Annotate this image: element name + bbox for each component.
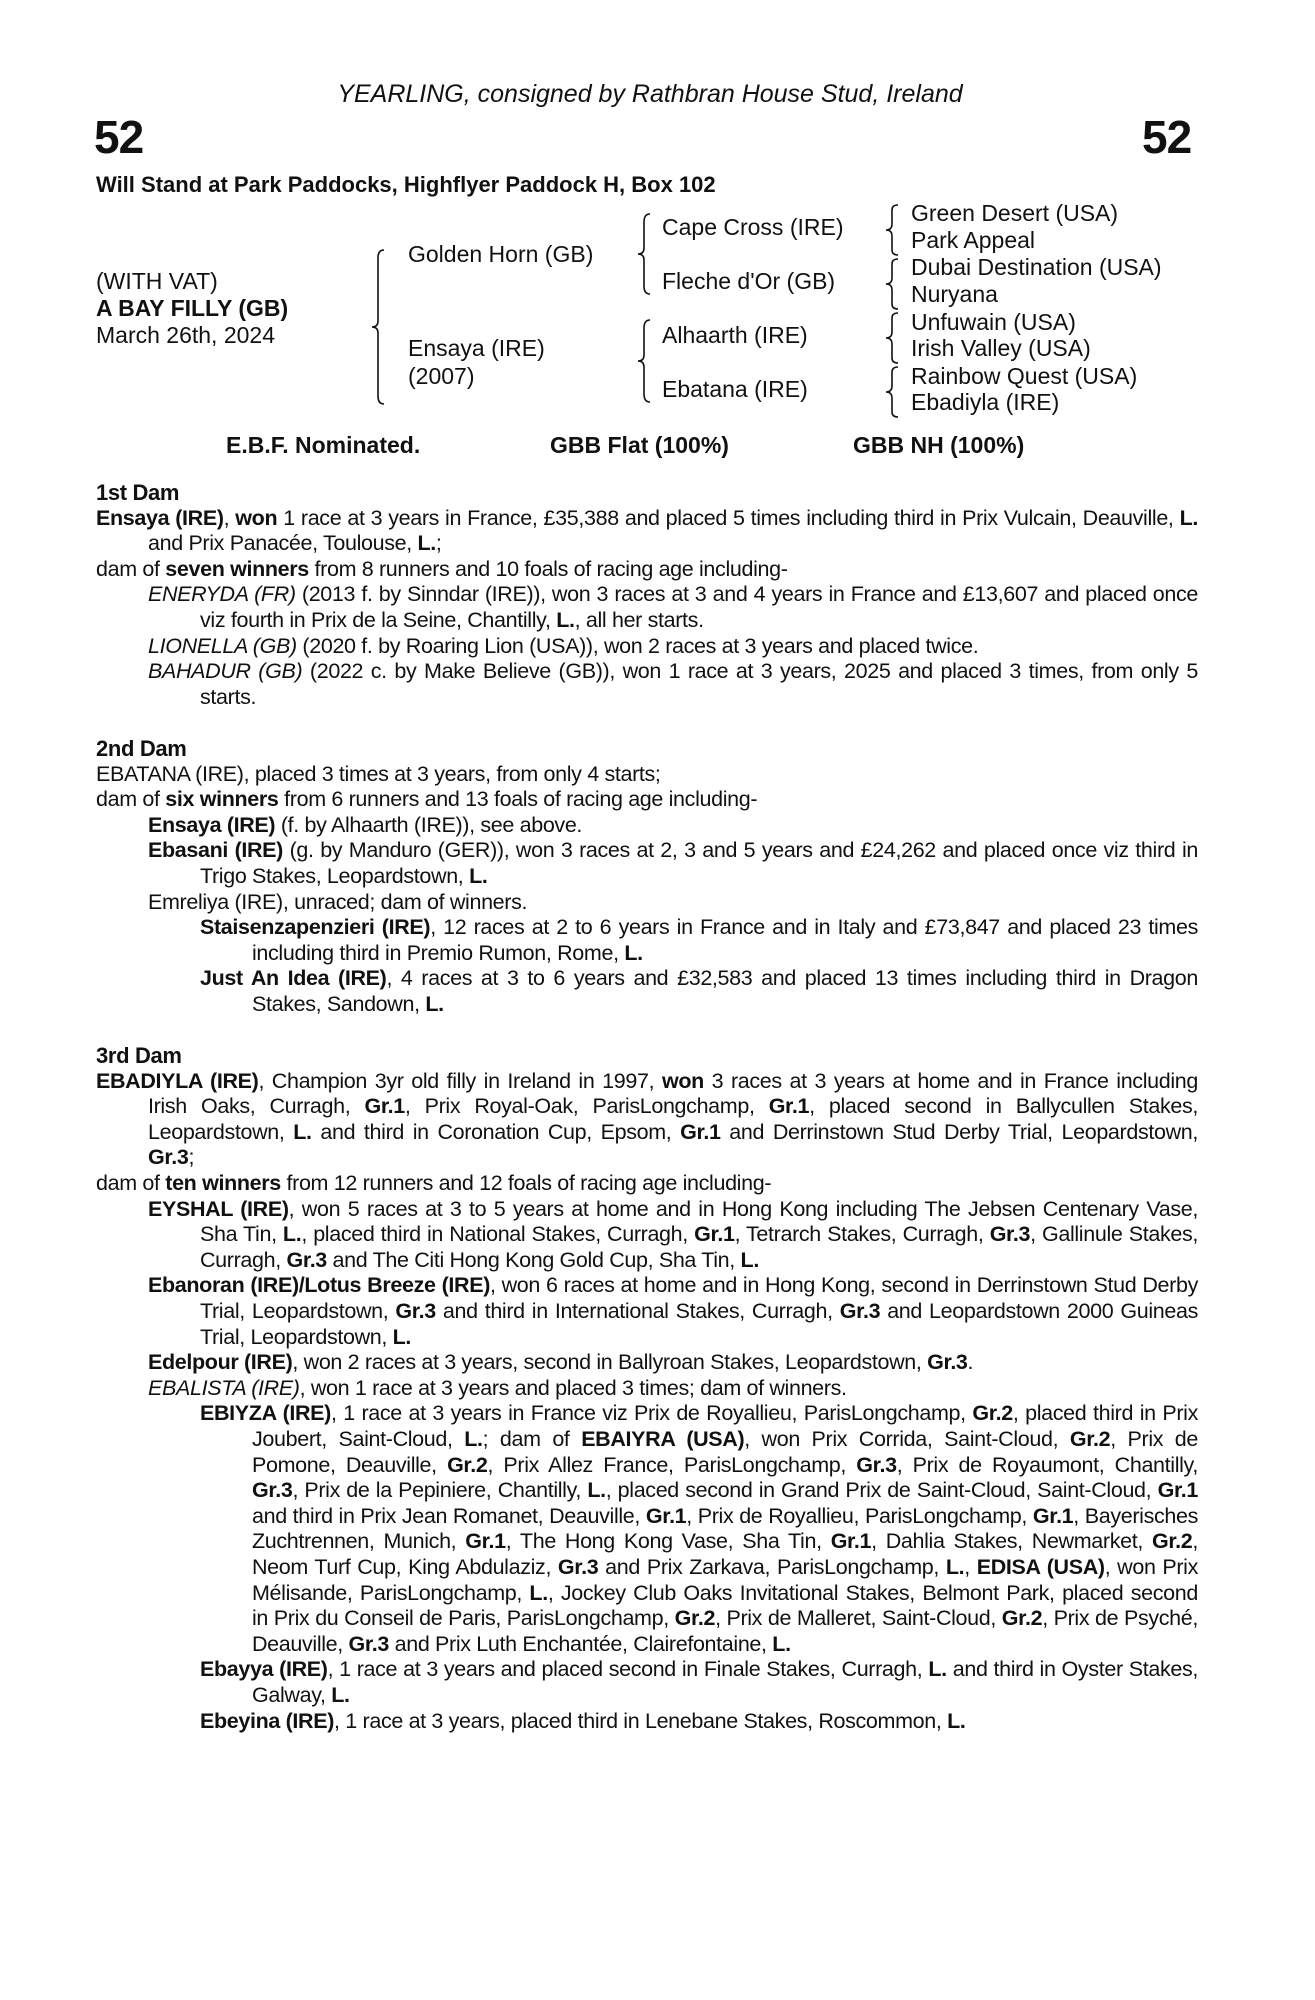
text: , won 1 race at 3 years and placed 3 times; dam of winners. bbox=[299, 1375, 847, 1400]
foaling-date: March 26th, 2024 bbox=[96, 322, 276, 348]
bold-text: ten winners bbox=[165, 1171, 281, 1196]
bold-text: Gr.1 bbox=[830, 1529, 872, 1554]
text: , placed second in Ballycullen Stakes, Leopardstown, bbox=[148, 1094, 1198, 1144]
bold-text: L. bbox=[417, 531, 436, 556]
bold-text: won bbox=[235, 505, 278, 530]
sire-sire: Cape Cross (IRE) bbox=[662, 214, 844, 240]
dam: Ensaya (IRE) bbox=[408, 335, 545, 361]
pedigree-entry bbox=[96, 1069, 1198, 1171]
text: ; bbox=[188, 1145, 195, 1170]
text: and Derrinstown Stud Derby Trial, Leopardstown, bbox=[720, 1119, 1198, 1144]
text: , Jockey Club Oaks Invitational Stakes, Belmont Park, placed second in Prix du Conseil de Paris, ParisLongchamp, bbox=[252, 1580, 1198, 1631]
brace-icon bbox=[638, 320, 650, 402]
dam-dam: Ebatana (IRE) bbox=[662, 376, 808, 402]
text: , won 6 races at home and in Hong Kong, second in Derrinstown Stud Derby Trial, Leopardstown, bbox=[200, 1273, 1198, 1323]
sire: Golden Horn (GB) bbox=[408, 241, 594, 267]
bold-text: L. bbox=[392, 1324, 412, 1349]
pedigree-entry bbox=[96, 1171, 1198, 1197]
ebf-nomination: E.B.F. Nominated. bbox=[226, 432, 421, 458]
text: , Prix Royal-Oak, ParisLongchamp, bbox=[404, 1094, 769, 1119]
text: and Prix Luth Enchantée, Clairefontaine, bbox=[388, 1631, 773, 1656]
text: (f. by Alhaarth (IRE)), see above. bbox=[275, 812, 583, 837]
bold-text: Gr.3 bbox=[856, 1452, 897, 1477]
bold-text: L. bbox=[740, 1247, 759, 1272]
pedigree-entry bbox=[96, 915, 1198, 966]
bold-text: L. bbox=[282, 1222, 302, 1247]
text: , Dahlia Stakes, Newmarket, bbox=[871, 1529, 1152, 1554]
text: and Prix Zarkava, ParisLongchamp, bbox=[598, 1554, 946, 1579]
vat-note: (WITH VAT) bbox=[96, 268, 218, 294]
section-heading: 2nd Dam bbox=[96, 735, 187, 761]
text: and third in Oyster Stakes, Galway, bbox=[252, 1657, 1198, 1707]
brace-icon bbox=[372, 250, 384, 404]
text: , Champion 3yr old filly in Ireland in 1997, bbox=[258, 1068, 662, 1093]
gen3-ancestor: Green Desert (USA) bbox=[911, 200, 1119, 226]
bold-text: Ensaya (IRE) bbox=[148, 812, 276, 837]
bold-text: Ebasani (IRE) bbox=[148, 838, 283, 863]
dam-year: (2007) bbox=[408, 363, 475, 389]
text: , placed second in Grand Prix de Saint-Cloud, Saint-Cloud, bbox=[605, 1478, 1158, 1503]
gen3-ancestor: Dubai Destination (USA) bbox=[911, 254, 1162, 280]
bold-text: Gr.1 bbox=[1157, 1478, 1199, 1503]
lot-number-right: 52 bbox=[1142, 111, 1192, 163]
gen3-ancestor: Park Appeal bbox=[911, 227, 1036, 253]
lot-number-left: 52 bbox=[94, 111, 144, 163]
pedigree-entry bbox=[96, 1197, 1198, 1274]
bold-text: Ensaya (IRE) bbox=[96, 505, 224, 530]
catalogue-body bbox=[96, 480, 1198, 1760]
gen3-ancestor: Unfuwain (USA) bbox=[911, 309, 1076, 335]
text: , 4 races at 3 to 6 years and £32,583 and placed 13 times including third in Dragon Stakes, Sandown, bbox=[252, 966, 1198, 1016]
gbb-flat: GBB Flat (100%) bbox=[550, 432, 729, 458]
bold-text: L. bbox=[624, 940, 643, 965]
text: 1 race at 3 years in France, £35,388 and placed 5 times including third in Prix Vulcain, Deauville, bbox=[277, 505, 1180, 530]
text: , won Prix Mélisande, ParisLongchamp, bbox=[252, 1554, 1199, 1605]
text: dam of bbox=[96, 1171, 166, 1196]
bold-text: Gr.3 bbox=[557, 1554, 599, 1579]
bold-text: Gr.1 bbox=[1032, 1503, 1074, 1528]
text: , Prix de Pomone, Deauville, bbox=[252, 1426, 1198, 1477]
horse-name: A BAY FILLY (GB) bbox=[96, 295, 289, 321]
bold-text: Gr.1 bbox=[680, 1119, 721, 1144]
gen3-ancestor: Rainbow Quest (USA) bbox=[911, 363, 1138, 389]
text: , placed third in National Stakes, Curragh, bbox=[301, 1222, 695, 1247]
text: , Prix Allez France, ParisLongchamp, bbox=[487, 1452, 857, 1477]
bold-text: Ebanoran (IRE)/Lotus Breeze (IRE) bbox=[148, 1273, 490, 1298]
bold-text: L. bbox=[772, 1631, 791, 1656]
text: , 1 race at 3 years, placed third in Lenebane Stakes, Roscommon, bbox=[334, 1708, 948, 1733]
pedigree-entry bbox=[96, 787, 1198, 813]
bold-text: EYSHAL (IRE) bbox=[148, 1196, 289, 1221]
bold-text: six winners bbox=[165, 787, 279, 812]
bold-text: Gr.3 bbox=[148, 1145, 189, 1170]
bold-text: Gr.3 bbox=[395, 1299, 436, 1323]
bold-text: Edelpour (IRE) bbox=[148, 1350, 293, 1375]
bold-text: L. bbox=[928, 1657, 947, 1682]
bold-text: L. bbox=[529, 1580, 548, 1605]
pedigree-entry bbox=[96, 813, 1198, 839]
dam-section bbox=[96, 1043, 1198, 1734]
bold-text: L. bbox=[469, 863, 488, 888]
text: . bbox=[967, 1350, 974, 1375]
pedigree-entry bbox=[96, 659, 1198, 710]
pedigree-entry bbox=[96, 557, 1198, 583]
pedigree-entry bbox=[96, 1709, 1198, 1735]
text: 3 races at 3 years at home and in France including Irish Oaks, Curragh, bbox=[148, 1068, 1198, 1119]
text: , bbox=[964, 1554, 977, 1579]
section-heading: 3rd Dam bbox=[96, 1043, 182, 1069]
bold-text: Just An Idea (IRE) bbox=[200, 966, 387, 991]
brace-icon bbox=[638, 214, 650, 294]
text: (2013 f. by Sinndar (IRE)), won 3 races at 3 and 4 years in France and £13,607 and placed once viz fourth in Prix de la Seine, Chantilly, bbox=[200, 582, 1198, 632]
bold-text: Gr.2 bbox=[1069, 1426, 1111, 1451]
bold-text: won bbox=[661, 1068, 704, 1093]
pedigree-entry bbox=[96, 1376, 1198, 1402]
bold-text: Gr.3 bbox=[348, 1631, 389, 1656]
bold-text: EBADIYLA (IRE) bbox=[96, 1068, 259, 1093]
gbb-nh: GBB NH (100%) bbox=[853, 432, 1025, 458]
text: , Prix de Royallieu, ParisLongchamp, bbox=[686, 1503, 1033, 1528]
italic-text: EBALISTA (IRE) bbox=[148, 1375, 300, 1400]
text: , won 5 races at 3 to 5 years at home and in Hong Kong including The Jebsen Centenary Vase, Sha Tin, bbox=[200, 1196, 1198, 1247]
text: , Prix de Malleret, Saint-Cloud, bbox=[715, 1606, 1002, 1631]
bold-text: L. bbox=[1179, 505, 1198, 530]
text: and Leopardstown 2000 Guineas Trial, Leopardstown, bbox=[200, 1299, 1198, 1349]
pedigree-entry bbox=[96, 838, 1198, 889]
text: from 8 runners and 10 foals of racing age including- bbox=[308, 556, 788, 581]
bold-text: EBIYZA (IRE) bbox=[200, 1401, 331, 1426]
text: , 1 race at 3 years and placed second in Finale Stakes, Curragh, bbox=[327, 1657, 929, 1682]
bold-text: Gr.1 bbox=[364, 1094, 405, 1119]
pedigree-entry bbox=[96, 890, 1198, 916]
bold-text: Gr.2 bbox=[1001, 1606, 1043, 1631]
text: from 6 runners and 13 foals of racing age including- bbox=[278, 787, 758, 812]
bold-text: Gr.3 bbox=[989, 1222, 1031, 1247]
text: and The Citi Hong Kong Gold Cup, Sha Tin, bbox=[326, 1247, 741, 1272]
text: , Neom Turf Cup, King Abdulaziz, bbox=[252, 1529, 1199, 1579]
pedigree-entry bbox=[96, 582, 1198, 633]
bold-text: L. bbox=[587, 1478, 606, 1503]
text: , Prix de la Pepiniere, Chantilly, bbox=[292, 1478, 588, 1503]
gen3-ancestor: Nuryana bbox=[911, 281, 998, 307]
text: (2020 f. by Roaring Lion (USA)), won 2 races at 3 years and placed twice. bbox=[296, 633, 979, 658]
text: from 12 runners and 12 foals of racing age including- bbox=[280, 1171, 772, 1196]
brace-icon bbox=[886, 313, 898, 363]
bold-text: Gr.2 bbox=[674, 1606, 716, 1631]
bold-text: L. bbox=[331, 1682, 350, 1707]
text: and Prix Panacée, Toulouse, bbox=[148, 531, 418, 556]
bold-text: Gr.3 bbox=[286, 1247, 327, 1272]
bold-text: EBAIYRA (USA) bbox=[581, 1426, 745, 1451]
bold-text: L. bbox=[556, 607, 575, 632]
text: , Prix de Royaumont, Chantilly, bbox=[896, 1452, 1198, 1477]
text: dam of bbox=[96, 787, 166, 812]
dam-sire: Alhaarth (IRE) bbox=[662, 322, 808, 348]
text: , Prix de Psyché, Deauville, bbox=[252, 1606, 1198, 1656]
italic-text: ENERYDA (FR) bbox=[148, 582, 296, 607]
text: , won Prix Corrida, Saint-Cloud, bbox=[744, 1426, 1070, 1451]
italic-text: BAHADUR (GB) bbox=[148, 659, 303, 684]
text: EBATANA (IRE), placed 3 times at 3 years, from only 4 starts; bbox=[96, 761, 661, 786]
text: , bbox=[223, 505, 236, 530]
bold-text: L. bbox=[464, 1426, 483, 1451]
bold-text: Gr.1 bbox=[768, 1094, 810, 1119]
pedigree-entry bbox=[96, 966, 1198, 1017]
bold-text: Gr.1 bbox=[645, 1503, 687, 1528]
sire-dam: Fleche d'Or (GB) bbox=[662, 268, 836, 294]
gen3-ancestor: Irish Valley (USA) bbox=[911, 335, 1091, 361]
dam-section bbox=[96, 480, 1198, 710]
brace-icon bbox=[886, 367, 898, 417]
text: , won 2 races at 3 years, second in Ballyroan Stakes, Leopardstown, bbox=[292, 1350, 928, 1375]
bold-text: L. bbox=[947, 1708, 966, 1733]
bold-text: Gr.3 bbox=[252, 1478, 293, 1503]
pedigree-entry bbox=[96, 1273, 1198, 1350]
bold-text: Gr.3 bbox=[927, 1350, 968, 1375]
bold-text: Staisenzapenzieri (IRE) bbox=[200, 915, 431, 940]
text: ; dam of bbox=[482, 1426, 582, 1451]
text: and third in Prix Jean Romanet, Deauville, bbox=[252, 1503, 646, 1528]
bold-text: seven winners bbox=[165, 556, 309, 581]
pedigree-entry bbox=[96, 1401, 1198, 1657]
text: , 1 race at 3 years in France viz Prix de Royallieu, ParisLongchamp, bbox=[330, 1401, 973, 1426]
italic-text: LIONELLA (GB) bbox=[148, 633, 297, 658]
text: , placed third in Prix Joubert, Saint-Cloud, bbox=[252, 1401, 1198, 1451]
bold-text: Ebayya (IRE) bbox=[200, 1657, 328, 1682]
text: , Tetrarch Stakes, Curragh, bbox=[734, 1222, 990, 1247]
text: ; bbox=[435, 531, 442, 556]
text: (2022 c. by Make Believe (GB)), won 1 race at 3 years, 2025 and placed 3 times, from only 5 starts. bbox=[200, 659, 1198, 709]
bold-text: L. bbox=[425, 991, 444, 1016]
bold-text: L. bbox=[293, 1119, 312, 1144]
pedigree-entry bbox=[96, 762, 1198, 788]
section-heading: 1st Dam bbox=[96, 480, 180, 505]
text: , Bayerisches Zuchtrennen, Munich, bbox=[252, 1503, 1198, 1554]
brace-icon bbox=[886, 205, 898, 255]
bold-text: Gr.2 bbox=[447, 1452, 488, 1477]
text: , 12 races at 2 to 6 years in France and in Italy and £73,847 and placed 23 times including third in Premio Rumon, Rome, bbox=[252, 915, 1198, 965]
bold-text: Gr.2 bbox=[1151, 1529, 1193, 1554]
bold-text: Gr.1 bbox=[694, 1222, 735, 1247]
consignor-title: YEARLING, consigned by Rathbran House Stud, Ireland bbox=[337, 80, 963, 108]
text: , Gallinule Stakes, Curragh, bbox=[200, 1222, 1198, 1272]
dam-section bbox=[96, 736, 1198, 1018]
text: (g. by Manduro (GER)), won 3 races at 2, 3 and 5 years and £24,262 and placed once viz third in Trigo Stakes, Leopardstown, bbox=[200, 838, 1198, 888]
bold-text: Gr.2 bbox=[972, 1401, 1013, 1426]
text: , all her starts. bbox=[574, 607, 704, 632]
pedigree-entry bbox=[96, 506, 1198, 557]
text: dam of bbox=[96, 556, 166, 581]
pedigree-entry bbox=[96, 1657, 1198, 1708]
bold-text: EDISA (USA) bbox=[976, 1554, 1105, 1579]
text: and third in Coronation Cup, Epsom, bbox=[311, 1119, 681, 1144]
pedigree-entry bbox=[96, 634, 1198, 660]
bold-text: Gr.1 bbox=[465, 1529, 506, 1554]
text: and third in International Stakes, Curragh, bbox=[435, 1299, 840, 1323]
gen3-ancestor: Ebadiyla (IRE) bbox=[911, 389, 1060, 415]
text: Emreliya (IRE), unraced; dam of winners. bbox=[148, 889, 528, 914]
bold-text: Gr.3 bbox=[839, 1299, 881, 1323]
pedigree-entry bbox=[96, 1350, 1198, 1376]
stand-location: Will Stand at Park Paddocks, Highflyer Paddock H, Box 102 bbox=[96, 172, 716, 197]
bold-text: Ebeyina (IRE) bbox=[200, 1708, 335, 1733]
brace-icon bbox=[886, 259, 898, 309]
text: , The Hong Kong Vase, Sha Tin, bbox=[505, 1529, 831, 1554]
bold-text: L. bbox=[945, 1554, 965, 1579]
